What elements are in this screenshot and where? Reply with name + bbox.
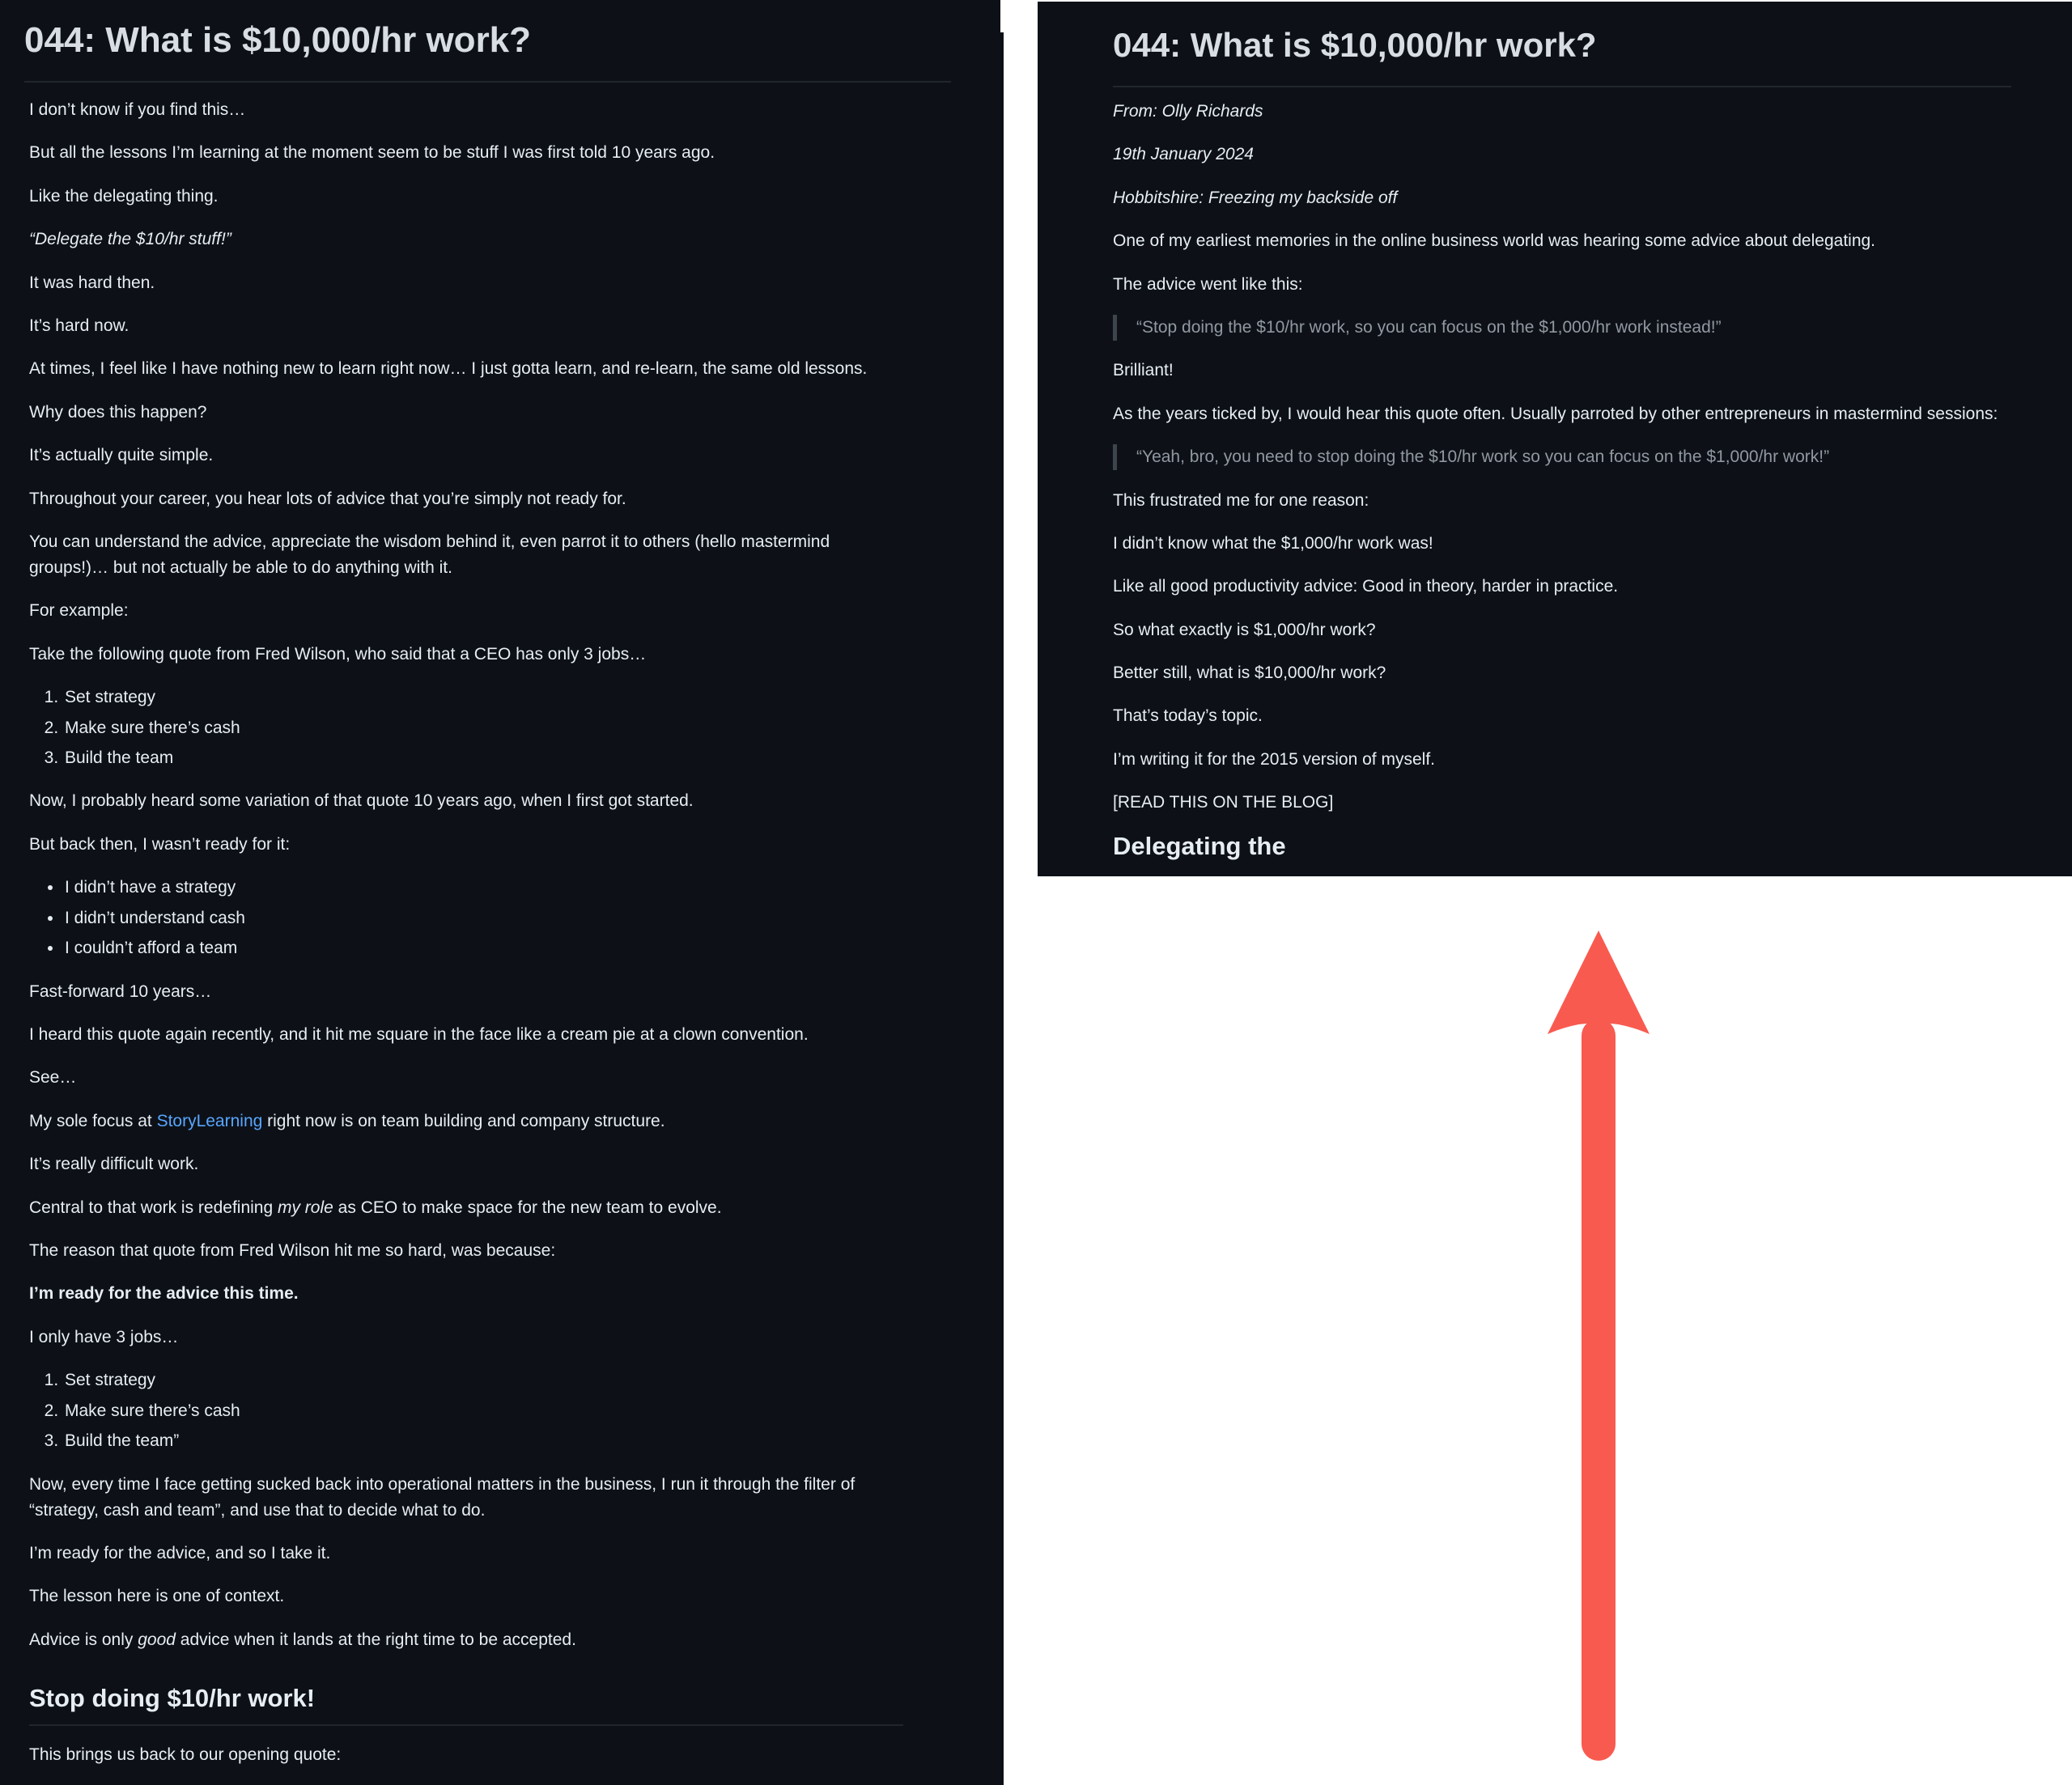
author-line: From: Olly Richards xyxy=(1113,102,1263,121)
paragraph: But all the lessons I’m learning at the moment seem to be stuff I was first told 10 years ago. xyxy=(29,143,715,163)
paragraph: Fast-forward 10 years… xyxy=(29,982,212,1001)
paragraph xyxy=(29,1627,903,1653)
paragraph: It was hard then. xyxy=(29,273,155,292)
article-body xyxy=(29,97,903,1785)
paragraph: I don’t know if you find this… xyxy=(29,100,246,119)
read-on-blog-link[interactable]: [READ THIS ON THE BLOG] xyxy=(1113,793,1334,812)
paragraph xyxy=(1113,185,2011,211)
paragraph: The reason that quote from Fred Wilson hit me so hard, was because: xyxy=(29,1240,556,1260)
paragraph xyxy=(29,1195,903,1221)
paragraph: Why does this happen? xyxy=(29,402,207,422)
paragraph xyxy=(29,227,903,252)
italic-quote: “Delegate the $10/hr stuff!” xyxy=(29,230,231,249)
list-item: 2. Make sure there’s cash xyxy=(63,1398,903,1424)
paragraph: Take the following quote from Fred Wilson, who said that a CEO has only 3 jobs… xyxy=(29,644,647,664)
right-article-panel xyxy=(1038,2,2072,876)
paragraph: That’s today’s topic. xyxy=(1113,706,1263,726)
blockquote: “Stop doing the $10/hr work, so you can focus on the $1,000/hr work instead!” xyxy=(1113,315,2011,341)
paragraph: The advice went like this: xyxy=(1113,274,1303,294)
text-run: My sole focus at xyxy=(29,1111,157,1130)
paragraph: I’m ready for the advice, and so I take it. xyxy=(29,1543,331,1562)
list-item: • I didn’t have a strategy xyxy=(63,875,903,901)
paragraph: See… xyxy=(29,1068,77,1088)
paragraph: I’m writing it for the 2015 version of myself. xyxy=(1113,749,1435,769)
paragraph: At times, I feel like I have nothing new to learn right now… I just gotta learn, and re-learn, the same old lessons. xyxy=(29,359,868,379)
paragraph: You can understand the advice, appreciate the wisdom behind it, even parrot it to others (hello mastermind groups!)… but not actually be able to do anything with it. xyxy=(29,532,830,577)
list-item: • I didn’t understand cash xyxy=(63,905,903,931)
location-line: Hobbitshire: Freezing my backside off xyxy=(1113,188,1398,207)
left-article-panel xyxy=(0,0,1004,1785)
panel-edge xyxy=(1000,0,1004,32)
ordered-list xyxy=(29,685,903,771)
section-heading-cut-off: Delegating the xyxy=(1113,831,1286,860)
paragraph: It’s really difficult work. xyxy=(29,1155,199,1174)
paragraph: Now, every time I face getting sucked back into operational matters in the business, I run it through the filter of “strategy, cash and team”, and use that to decide what to do. xyxy=(29,1474,856,1520)
paragraph: The lesson here is one of context. xyxy=(29,1587,285,1606)
list-item: • I couldn’t afford a team xyxy=(63,935,903,961)
date-line: 19th January 2024 xyxy=(1113,145,1254,164)
paragraph: I only have 3 jobs… xyxy=(29,1327,179,1346)
paragraph: This frustrated me for one reason: xyxy=(1113,490,1369,510)
text-run: right now is on team building and company structure. xyxy=(262,1111,665,1130)
paragraph: For example: xyxy=(29,601,129,621)
blockquote: “Yeah, bro, you need to stop doing the $10/hr work so you can focus on the $1,000/hr work!” xyxy=(1113,444,2011,470)
arrow-head xyxy=(1548,931,1650,1034)
paragraph: But back then, I wasn’t ready for it: xyxy=(29,834,291,854)
list-item: 3. Build the team” xyxy=(63,1428,903,1454)
paragraph: Better still, what is $10,000/hr work? xyxy=(1113,664,1386,683)
paragraph: Now, I probably heard some variation of that quote 10 years ago, when I first got started. xyxy=(29,791,694,811)
list-item: 2. Make sure there’s cash xyxy=(63,715,903,741)
list-item: 1. Set strategy xyxy=(63,685,903,710)
paragraph xyxy=(29,1281,903,1307)
text-run: advice when it lands at the right time to be accepted. xyxy=(175,1630,576,1649)
paragraph: One of my earliest memories in the online business world was hearing some advice about delegating. xyxy=(1113,231,1876,251)
bold-text: I’m ready for the advice this time. xyxy=(29,1284,299,1304)
paragraph: Brilliant! xyxy=(1113,361,1174,380)
paragraph: It’s actually quite simple. xyxy=(29,446,214,465)
paragraph xyxy=(1113,142,2011,167)
italic-text: good xyxy=(138,1630,176,1649)
ordered-list xyxy=(29,1367,903,1454)
paragraph: Throughout your career, you hear lots of advice that you’re simply not ready for. xyxy=(29,489,626,508)
section-heading: Stop doing $10/hr work! xyxy=(29,1682,903,1726)
italic-text: my role xyxy=(277,1198,333,1217)
paragraph xyxy=(1113,99,2011,125)
list-item: 3. Build the team xyxy=(63,745,903,771)
paragraph: It’s hard now. xyxy=(29,316,130,335)
paragraph: Like the delegating thing. xyxy=(29,186,219,206)
paragraph: I didn’t know what the $1,000/hr work was! xyxy=(1113,533,1433,553)
text-run: Central to that work is redefining xyxy=(29,1198,278,1217)
paragraph: As the years ticked by, I would hear this quote often. Usually parroted by other entrepreneurs in mastermind sessions: xyxy=(1113,404,1998,423)
up-arrow-icon xyxy=(1538,931,1659,1764)
paragraph: This brings us back to our opening quote: xyxy=(29,1745,342,1764)
bullet-list xyxy=(29,875,903,961)
text-run: as CEO to make space for the new team to evolve. xyxy=(333,1198,722,1217)
article-title: 044: What is $10,000/hr work? xyxy=(24,16,951,83)
paragraph: So what exactly is $1,000/hr work? xyxy=(1113,620,1376,639)
paragraph: I heard this quote again recently, and it hit me square in the face like a cream pie at a clown convention. xyxy=(29,1025,809,1045)
paragraph xyxy=(29,1109,903,1134)
text-run: Advice is only xyxy=(29,1630,138,1649)
paragraph: Like all good productivity advice: Good in theory, harder in practice. xyxy=(1113,577,1619,596)
storylearning-link[interactable]: StoryLearning xyxy=(156,1111,263,1130)
list-item: 1. Set strategy xyxy=(63,1367,903,1393)
article-title: 044: What is $10,000/hr work? xyxy=(1113,21,2011,87)
article-body xyxy=(1113,99,2011,859)
